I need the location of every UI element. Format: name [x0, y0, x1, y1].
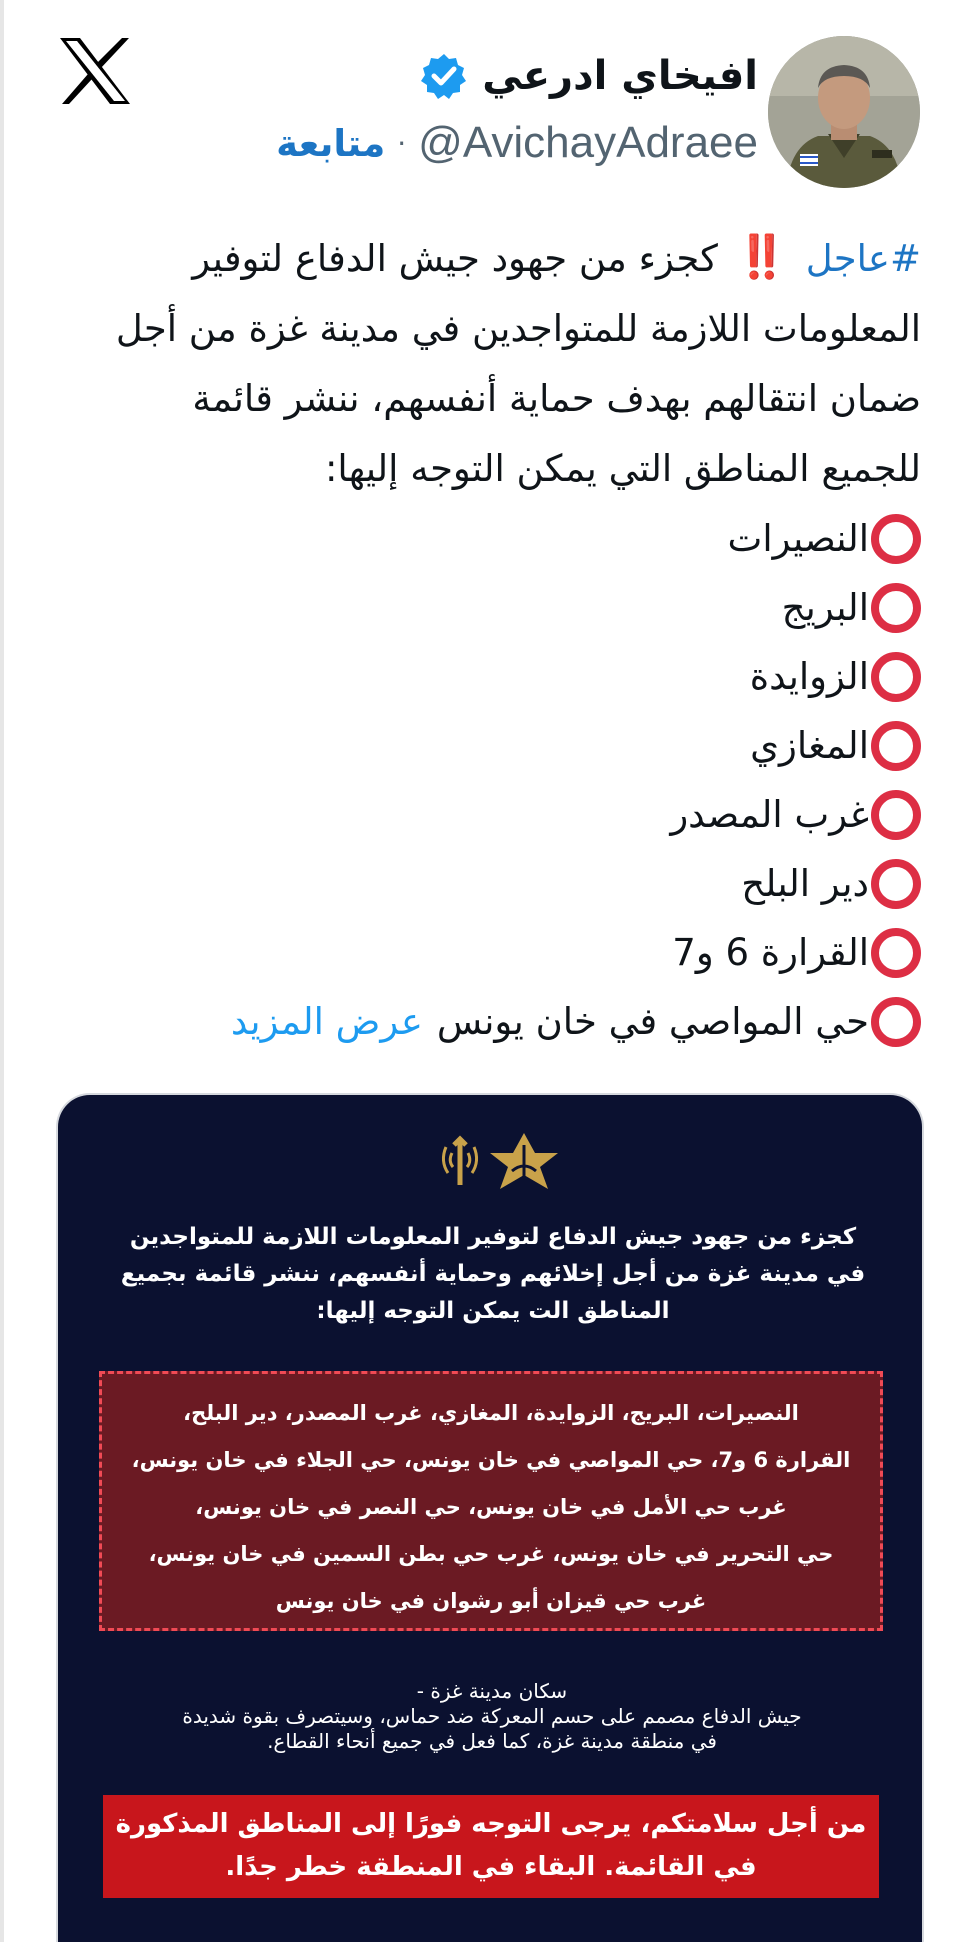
area-name: البريج	[781, 585, 869, 629]
tweet-text	[41, 222, 921, 1056]
area-list-item	[41, 918, 921, 987]
tweet-line-text: كجزء من جهود جيش الدفاع لتوفير	[192, 237, 718, 280]
tweet-line	[41, 222, 921, 294]
red-circle-icon	[871, 583, 921, 633]
show-more-link[interactable]: عرض المزيد	[230, 999, 423, 1043]
card-intro-text	[108, 1219, 878, 1330]
card-areas-line: القرارة 6 و7، حي المواصي في خان يونس، حي الجلاء في خان يونس،	[131, 1448, 851, 1472]
red-circle-icon	[871, 859, 921, 909]
tweet-line: للجميع المناطق التي يمكن التوجه إليها:	[324, 447, 921, 490]
card-areas-line: غرب حي الأمل في خان يونس، حي النصر في خان يونس،	[195, 1495, 787, 1519]
red-circle-icon	[871, 997, 921, 1047]
left-divider	[0, 0, 4, 1942]
card-warning-line: في القائمة. البقاء في المنطقة خطر جدًا.	[225, 1852, 757, 1882]
author-handle-row	[276, 113, 758, 173]
card-areas-box	[99, 1371, 883, 1631]
author-display-name[interactable]: افيخاي ادرعي	[482, 53, 758, 99]
idf-logos-icon	[438, 1125, 558, 1195]
red-circle-icon	[871, 790, 921, 840]
card-warning-banner	[103, 1795, 879, 1898]
separator-dot: ·	[397, 126, 407, 160]
card-residents-line: سكان مدينة غزة -	[416, 1679, 568, 1703]
area-list-item	[41, 642, 921, 711]
card-warning-line: من أجل سلامتكم، يرجى التوجه فورًا إلى المناطق المذكورة	[115, 1809, 867, 1839]
card-intro-line: في مدينة غزة من أجل إخلائهم وحماية أنفسهم، ننشر قائمة بجميع	[120, 1261, 866, 1287]
area-name: الزوايدة	[749, 654, 869, 698]
hashtag-link[interactable]: #عاجل	[805, 237, 921, 280]
area-list-item	[41, 711, 921, 780]
verified-badge-icon	[420, 52, 468, 100]
card-areas-line: النصيرات، البريج، الزوايدة، المغازي، غرب المصدر، دير البلح،	[183, 1401, 799, 1425]
avatar-image	[768, 36, 920, 188]
card-residents-line: جيش الدفاع مصمم على حسم المعركة ضد حماس، وسيتصرف بقوة شديدة	[182, 1704, 802, 1728]
area-name: غرب المصدر	[670, 792, 869, 836]
card-intro-line: كجزء من جهود جيش الدفاع لتوفير المعلومات اللازمة للمتواجدين	[129, 1224, 857, 1250]
follow-button[interactable]: متابعة	[276, 121, 386, 165]
area-name: النصيرات	[727, 516, 869, 560]
card-areas-line: غرب حي قيزان أبو رشوان في خان يونس	[275, 1589, 707, 1613]
card-residents-text	[98, 1679, 886, 1754]
author-name-row[interactable]	[420, 46, 758, 106]
tweet-line: ضمان انتقالهم بهدف حماية أنفسهم، ننشر قائمة	[192, 377, 921, 420]
area-list-item	[41, 849, 921, 918]
area-list-item	[41, 504, 921, 573]
author-handle[interactable]: @AvichayAdraee	[418, 118, 758, 167]
red-circle-icon	[871, 721, 921, 771]
tweet-image-card[interactable]	[56, 1093, 924, 1942]
area-name: حي المواصي في خان يونس	[436, 999, 869, 1043]
area-name: دير البلح	[741, 861, 869, 905]
tweet-line: المعلومات اللازمة للمتواجدين في مدينة غزة من أجل	[115, 307, 921, 350]
card-intro-line: المناطق الت يمكن التوجه إليها:	[316, 1298, 670, 1324]
area-name: المغازي	[750, 723, 869, 767]
red-circle-icon	[871, 928, 921, 978]
card-residents-line: في منطقة مدينة غزة، كما فعل في جميع أنحاء القطاع.	[267, 1729, 717, 1753]
area-list-item	[41, 573, 921, 642]
red-circle-icon	[871, 652, 921, 702]
area-list-item	[41, 987, 921, 1056]
red-circle-icon	[871, 514, 921, 564]
double-exclamation-icon: ‼️	[735, 232, 788, 281]
x-logo-icon[interactable]	[58, 36, 132, 106]
area-name: القرارة 6 و7	[672, 930, 869, 974]
area-list-item	[41, 780, 921, 849]
card-areas-line: حي التحرير في خان يونس، غرب حي بطن السمين في خان يونس،	[148, 1542, 834, 1566]
avatar[interactable]	[768, 36, 920, 188]
